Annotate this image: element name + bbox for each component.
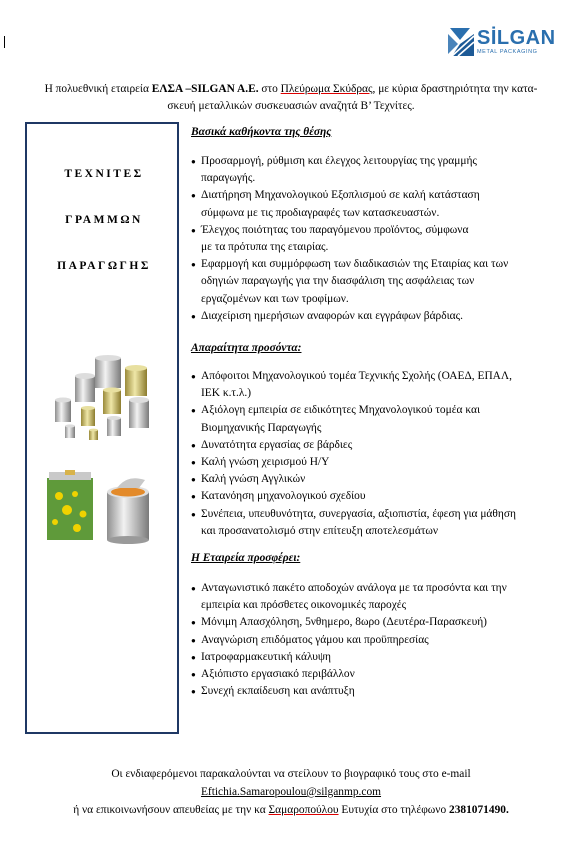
- requirement-item-line: ● Απόφοιτοι Μηχανολογικού τομέα Τεχνικής Σχολής (ΟΑΕΔ, ΕΠΑΛ,: [201, 370, 512, 382]
- silgan-logo: [446, 26, 558, 60]
- title-line-1: ΤΕΧΝΙΤΕΣ: [64, 168, 144, 180]
- duty-item-line: ● Διαχείριση ημερήσιων αναφορών και εγγράφων βάρδιας.: [201, 309, 463, 322]
- duty-item: [191, 187, 556, 221]
- duty-item: [191, 153, 556, 187]
- duty-item-line: εργαζομένων και των τροφίμων.: [201, 292, 349, 305]
- requirement-item: [191, 454, 556, 471]
- title-line-2: ΓΡΑΜΜΩΝ: [65, 214, 143, 226]
- title-line-3: ΠΑΡΑΓΩΓΗΣ: [57, 260, 151, 272]
- duty-item-line: με τα πρότυπα της εταιρίας.: [201, 241, 329, 254]
- job-title-box: [25, 122, 179, 734]
- requirement-item: [191, 471, 556, 488]
- logo-wordmark: SİLGAN: [477, 27, 556, 49]
- offer-item-line: ● Αξιόπιστο εργασιακό περιβάλλον: [201, 668, 355, 681]
- offer-item: [191, 683, 556, 700]
- duty-item-line: παραγωγής.: [201, 172, 256, 185]
- duty-item: [191, 222, 556, 256]
- offer-item: [191, 649, 556, 666]
- offer-item: [191, 632, 556, 649]
- offer-item-line: ● Μόνιμη Απασχόληση, 5νθημερο, 8ωρο (Δευτέρα-Παρασκευή): [201, 616, 487, 629]
- offer-item: [191, 614, 556, 631]
- offer-item-line: εμπειρία και πρόσθετες οικονομικές παροχές: [201, 599, 407, 612]
- requirement-item-line: ● Αξιόλογη εμπειρία σε ειδικότητες Μηχανολογικού τομέα και: [201, 404, 481, 417]
- contact-footer: [0, 765, 582, 819]
- footer-line-1: Οι ενδιαφερόμενοι παρακαλούνται να στείλουν το βιογραφικό τους στο e-mail: [111, 768, 471, 780]
- intro-line-1: Η πολυεθνική εταιρεία ΕΛΣΑ –SILGAN A.E. στο Πλεύρωμα Σκύδρας, με κύρια δραστηριότητα την κατα-: [44, 83, 538, 95]
- requirement-item: [191, 488, 556, 505]
- duty-item-line: ● Εφαρμογή και συμμόρφωση των διαδικασιών της Εταιρίας και των: [201, 258, 509, 271]
- intro-paragraph: [10, 81, 572, 115]
- requirement-item-line: ● Συνέπεια, υπευθυνότητα, συνεργασία, αξιοπιστία, έφεση για μάθηση: [201, 507, 516, 520]
- duty-item-line: ● Διατήρηση Μηχανολογικού Εξοπλισμού σε καλή κατάσταση: [201, 189, 480, 202]
- contact-surname: Σαμαροπούλου: [268, 804, 339, 816]
- requirement-item: [191, 402, 556, 436]
- phone-number: 2381071490.: [449, 804, 509, 816]
- footer-line-3: ή να επικοινωνήσουν απευθείας με την κα Σαμαροπούλου Ευτυχία στο τηλέφωνο 2381071490.: [73, 804, 509, 816]
- email-link[interactable]: Eftichia.Samaropoulou@silganmp.com: [200, 786, 382, 798]
- duty-item-line: ● Έλεγχος ποιότητας του παραγόμενου προϊόντος, σύμφωνα: [201, 223, 469, 236]
- requirement-item-line: ● Δυνατότητα εργασίας σε βάρδιες: [201, 438, 353, 451]
- requirements-heading: Απαραίτητα προσόντα:: [191, 342, 302, 354]
- metal-cans-image: [45, 354, 161, 442]
- offer-item-line: ● Ανταγωνιστικό πακέτο αποδοχών ανάλογα με τα προσόντα και την: [201, 582, 507, 594]
- requirement-item: [191, 368, 556, 402]
- offer-item-line: ● Αναγνώριση επιδόματος γάμου και προϋπηρεσίας: [201, 633, 429, 646]
- duty-item-line: ● Προσαρμογή, ρύθμιση και έλεγχος λειτουργίας της γραμμής: [201, 155, 477, 167]
- offer-item-line: ● Ιατροφαρμακευτική κάλυψη: [201, 650, 332, 663]
- duties-list: [191, 153, 556, 325]
- logo-tagline: METAL PACKAGING: [477, 49, 538, 55]
- square-tin-and-can-image: [41, 470, 159, 544]
- duty-item: [191, 308, 556, 325]
- duty-item-line: οδηγιών παραγωγής για την διασφάλιση της ασφάλειας των: [201, 275, 475, 288]
- requirement-item: [191, 506, 556, 540]
- requirement-item-line: ● Κατανόηση μηχανολογικού σχεδίου: [201, 490, 366, 503]
- requirement-item-line: ΙΕΚ κ.τ.λ.): [201, 387, 252, 400]
- requirements-list: [191, 368, 556, 540]
- requirement-item: [191, 437, 556, 454]
- requirement-item-line: ● Καλή γνώση χειρισμού Η/Υ: [201, 456, 330, 469]
- silgan-logo-icon: [446, 26, 476, 58]
- text-cursor: [4, 36, 5, 48]
- location: Πλεύρωμα Σκύδρας: [280, 83, 373, 95]
- duty-item-line: σύμφωνα με τις προδιαγραφές των κατασκευαστών.: [201, 206, 440, 219]
- offer-item: [191, 580, 556, 614]
- requirement-item-line: και προσανατολισμό στην επίτευξη αποτελεσμάτων: [201, 524, 439, 537]
- offers-heading: Η Εταιρεία προσφέρει:: [191, 552, 301, 564]
- intro-line-2: σκευή μεταλλικών συσκευασιών αναζητά Β’ Τεχνίτες.: [167, 100, 415, 112]
- requirement-item-line: ● Καλή γνώση Αγγλικών: [201, 473, 306, 486]
- offers-list: [191, 580, 556, 700]
- company-name: ΕΛΣΑ –SILGAN A.E.: [151, 83, 259, 95]
- duties-heading: Βασικά καθήκοντα της θέσης: [191, 126, 332, 138]
- offer-item: [191, 666, 556, 683]
- duty-item: [191, 256, 556, 308]
- offer-item-line: ● Συνεχή εκπαίδευση και ανάπτυξη: [201, 685, 355, 698]
- requirement-item-line: Βιομηχανικής Παραγωγής: [201, 421, 322, 434]
